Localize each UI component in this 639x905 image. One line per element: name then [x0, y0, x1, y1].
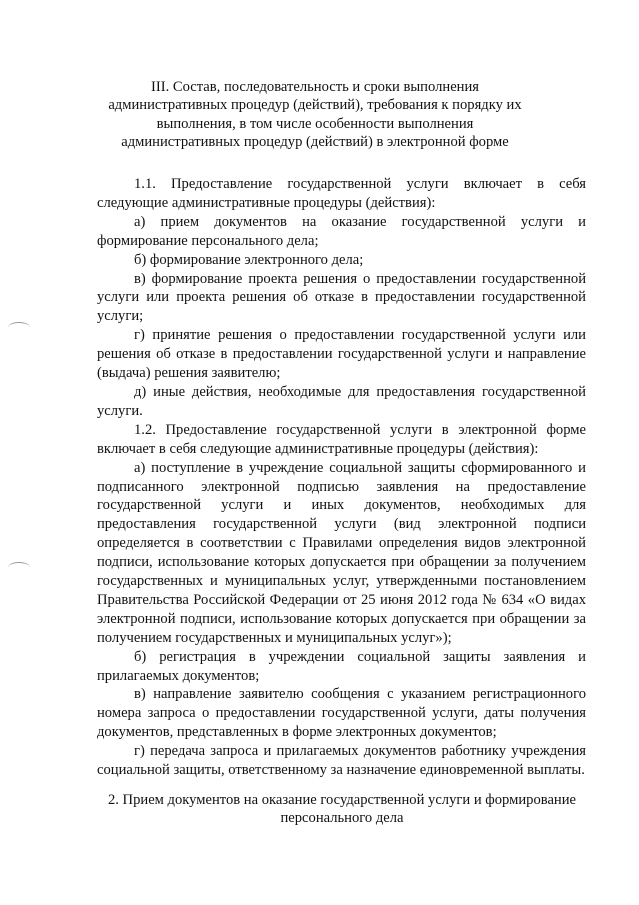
- punch-hole-mark-bottom: [8, 562, 30, 573]
- list-item-b-electronic: б) регистрация в учреждении социальной защиты заявления и прилагаемых документов;: [97, 648, 586, 684]
- list-item-v-electronic: в) направление заявителю сообщения с указанием регистрационного номера запроса о предоставлении государственной услуги, даты получения документов, представленных в форме электронных документов;: [97, 686, 586, 741]
- paragraph-1-1: 1.1. Предоставление государственной услуги включает в себя следующие административные процедуры (действия):: [97, 176, 586, 211]
- section-heading: III. Состав, последовательность и сроки выполнения административных процедур (действий), требования к порядку их выполнения, в том числе особенности выполнения административных процедур (действий) в электронной форме: [108, 79, 522, 151]
- list-item-a-electronic: а) поступление в учреждение социальной защиты сформированного и подписанного электронной подписью заявления на предоставление государственной услуги и иных документов, необходимых для предоставления государственной услуги (вид электронной подписи определяется в соответствии с Правилами определения видов электронной подписи, использование которых допускается при обращении за получением государственных и муниципальных услуг, утвержденными постановлением Правительства Российской Федерации от 25 июня 2012 года № 634 «О видах электронной подписи, использование которых допускается при обращении за получением государственных и муниципальных услуг»);: [97, 459, 586, 646]
- subsection-heading: 2. Прием документов на оказание государственной услуги и формирование персонального дела: [107, 792, 577, 827]
- list-item-a: а) прием документов на оказание государственной услуги и формирование персонального дела;: [97, 213, 586, 249]
- paragraph-1-2: 1.2. Предоставление государственной услуги в электронной форме включает в себя следующие административные процедуры (действия):: [97, 421, 586, 457]
- list-item-d: д) иные действия, необходимые для предоставления государственной услуги.: [97, 383, 586, 419]
- list-item-g: г) принятие решения о предоставлении государственной услуги или решения об отказе в предоставлении государственной услуги и направление (выдача) решения заявителю;: [97, 327, 586, 382]
- list-item-v: в) формирование проекта решения о предоставлении государственной услуги или проекта решения об отказе в предоставлении государственной услуги;: [97, 270, 586, 325]
- document-body: [97, 175, 586, 780]
- punch-hole-mark-top: [8, 322, 30, 333]
- list-item-g-electronic: г) передача запроса и прилагаемых документов работнику учреждения социальной защиты, ответственному за назначение единовременной выплаты.: [97, 743, 586, 779]
- list-item-b: б) формирование электронного дела;: [134, 251, 364, 268]
